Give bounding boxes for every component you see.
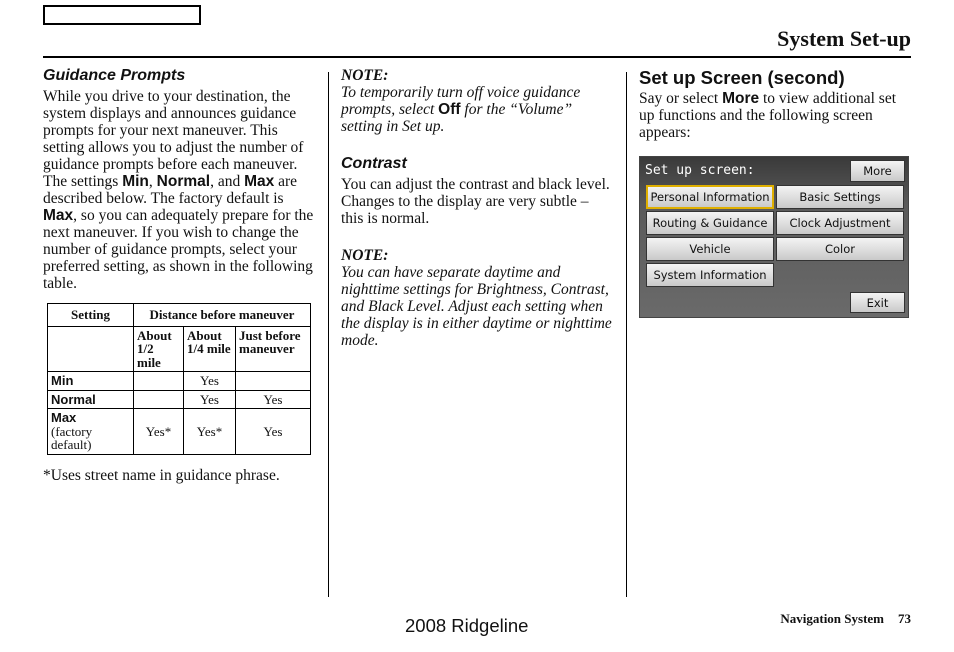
column-notes-contrast xyxy=(341,67,613,349)
note-heading: NOTE: xyxy=(341,247,389,264)
text-span: , xyxy=(148,173,157,190)
text-span: , so you can adequately prepare for the next maneuver. If you wish to change the number of guidance prompts, select your preferred setting, as shown in the following table. xyxy=(43,207,314,292)
table-cell: Yes xyxy=(236,409,311,455)
text-span: , and xyxy=(210,173,245,190)
guidance-paragraph xyxy=(43,88,315,292)
table-cell: Yes* xyxy=(184,409,236,455)
table-cell: Yes xyxy=(184,390,236,409)
clock-adjustment-button[interactable]: Clock Adjustment xyxy=(776,211,904,235)
table-row xyxy=(48,390,311,409)
screen-title: Set up screen: xyxy=(645,163,755,178)
term-more: More xyxy=(722,90,760,107)
table-footnote: *Uses street name in guidance phrase. xyxy=(43,466,280,484)
column-guidance-prompts xyxy=(43,67,315,485)
table-cell-empty xyxy=(48,326,134,372)
term-max: Max xyxy=(244,173,275,190)
term-normal: Normal xyxy=(156,173,211,190)
table-row xyxy=(48,372,311,391)
personal-information-button[interactable]: Personal Information xyxy=(646,185,774,209)
text-span: to view additional set up functions and the following screen appears: xyxy=(639,90,897,141)
setting-note: (factory default) xyxy=(51,423,93,452)
basic-settings-button[interactable]: Basic Settings xyxy=(776,185,904,209)
more-button[interactable]: More xyxy=(850,160,905,182)
table-subheader: Just before maneuver xyxy=(236,326,311,372)
column-divider-2 xyxy=(626,72,627,597)
text-span: To temporarily turn off voice guidance prompts, select xyxy=(341,84,581,118)
table-cell xyxy=(134,390,184,409)
footer-model-name: 2008 Ridgeline xyxy=(405,615,529,636)
page-number: 73 xyxy=(898,611,911,626)
note-heading: NOTE: xyxy=(341,67,389,84)
table-header-setting: Setting xyxy=(48,304,134,327)
text-span: Say or select xyxy=(639,90,723,107)
term-min: Min xyxy=(122,173,149,190)
table-row-label xyxy=(48,372,134,391)
section-heading-setup-screen: Set up Screen (second) xyxy=(639,67,845,88)
footer-section xyxy=(780,611,911,627)
term-max: Max xyxy=(43,207,74,224)
section-heading-contrast: Contrast xyxy=(341,155,407,172)
header-rule xyxy=(43,56,911,58)
table-row-label xyxy=(48,390,134,409)
setting-name: Normal xyxy=(51,391,96,407)
setting-name: Max xyxy=(51,410,77,425)
table-cell: Yes* xyxy=(134,409,184,455)
section-heading-guidance: Guidance Prompts xyxy=(43,67,186,84)
column-setup-screen xyxy=(639,67,911,318)
setting-name: Min xyxy=(51,373,74,388)
table-row-label xyxy=(48,409,134,455)
table-subheader: About 1/4 mile xyxy=(184,326,236,372)
setup-screen-image xyxy=(639,156,909,318)
note-day-night: You can have separate daytime and nighttime settings for Brightness, Contrast, and Black Level. Adjust each setting when the display is in either daytime or nighttime mode. xyxy=(341,264,612,349)
guidance-settings-table xyxy=(47,303,311,455)
page-title: System Set-up xyxy=(777,26,911,51)
header-tab-box xyxy=(43,5,201,25)
table-cell: Yes xyxy=(236,390,311,409)
table-header-distance: Distance before maneuver xyxy=(134,304,311,327)
text-span: are described below. The factory default is xyxy=(43,173,298,207)
color-button[interactable]: Color xyxy=(776,237,904,261)
routing-guidance-button[interactable]: Routing & Guidance xyxy=(646,211,774,235)
exit-button[interactable]: Exit xyxy=(850,292,905,313)
text-span: for the “Volume” setting in Set up. xyxy=(341,101,573,135)
footer-section-name: Navigation System xyxy=(780,611,884,626)
table-subheader: About 1/2 mile xyxy=(134,326,184,372)
column-divider-1 xyxy=(328,72,329,597)
vehicle-button[interactable]: Vehicle xyxy=(646,237,774,261)
system-information-button[interactable]: System Information xyxy=(646,263,774,287)
text-span: While you drive to your destination, the system displays and announces guidance prompts for your next maneuver. This setting allows you to adjust the number of guidance prompts before each maneuver. The settings xyxy=(43,88,304,190)
contrast-paragraph: You can adjust the contrast and black level. Changes to the display are very subtle – this is normal. xyxy=(341,176,610,227)
note-voice-off xyxy=(341,84,613,135)
table-row xyxy=(48,409,311,455)
term-off: Off xyxy=(438,101,461,118)
table-cell xyxy=(236,372,311,391)
setup-paragraph xyxy=(639,90,911,141)
table-cell xyxy=(134,372,184,391)
table-cell: Yes xyxy=(184,372,236,391)
